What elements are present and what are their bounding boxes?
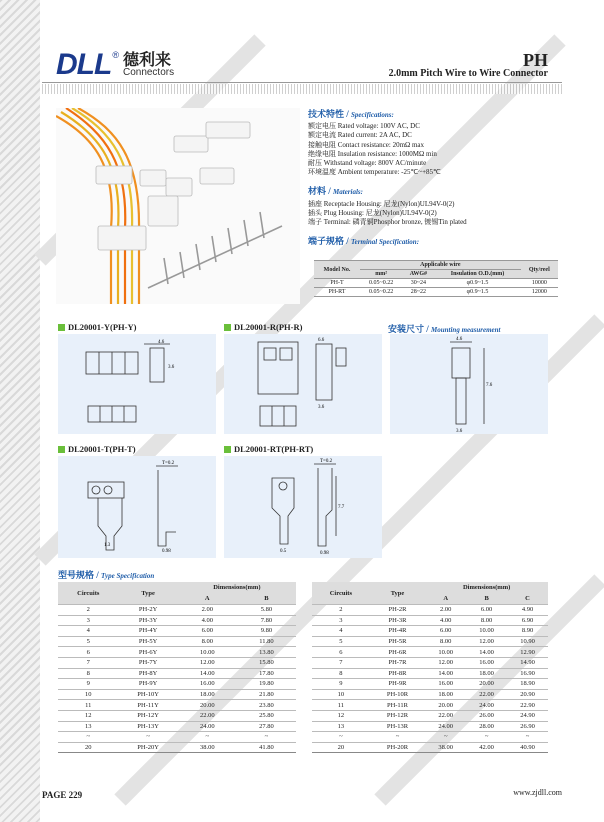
table-cell: 18.90 xyxy=(507,679,548,690)
table-cell: PH-3R xyxy=(370,615,426,626)
table-cell: 6.90 xyxy=(507,615,548,626)
table-row xyxy=(312,700,548,711)
table-cell: ~ xyxy=(507,732,548,743)
table-cell: 2.00 xyxy=(178,605,237,616)
table-cell: PH-5Y xyxy=(119,636,178,647)
col-header: Dimensions(mm) xyxy=(178,582,296,593)
table-row xyxy=(312,710,548,721)
svg-text:4.6: 4.6 xyxy=(158,340,165,345)
table-cell: PH-2R xyxy=(370,605,426,616)
table-cell: ~ xyxy=(370,732,426,743)
terminal-spec-table xyxy=(314,260,558,297)
table-cell: 24.90 xyxy=(507,710,548,721)
svg-text:0.98: 0.98 xyxy=(320,551,329,556)
table-cell: 25.80 xyxy=(237,710,296,721)
table-row xyxy=(312,732,548,743)
table-cell: PH-12R xyxy=(370,710,426,721)
table-cell: 2.00 xyxy=(425,605,466,616)
table-cell: ~ xyxy=(237,732,296,743)
table-row xyxy=(58,689,296,700)
header-divider xyxy=(42,82,562,83)
table-cell: 11.80 xyxy=(237,636,296,647)
table-row xyxy=(58,742,296,753)
table-cell: 23.80 xyxy=(237,700,296,711)
table-cell: 10.00 xyxy=(425,647,466,658)
table-cell: ~ xyxy=(119,732,178,743)
table-cell: 6 xyxy=(58,647,119,658)
table-row xyxy=(58,626,296,637)
table-cell: PH-8R xyxy=(370,668,426,679)
logo-chinese: 德利来 xyxy=(122,50,171,69)
svg-text:4.6: 4.6 xyxy=(456,337,463,342)
table-cell: 20.00 xyxy=(425,700,466,711)
svg-text:T=0.2: T=0.2 xyxy=(320,459,333,464)
table-cell: PH-13Y xyxy=(119,721,178,732)
green-square-icon xyxy=(58,324,65,331)
table-cell: PH-10Y xyxy=(119,689,178,700)
table-cell: 22.00 xyxy=(425,710,466,721)
table-row xyxy=(58,647,296,658)
table-cell: 4.00 xyxy=(178,615,237,626)
table-row xyxy=(312,721,548,732)
table-row xyxy=(312,636,548,647)
col-header: mm² xyxy=(360,270,402,279)
table-cell: 8.00 xyxy=(178,636,237,647)
table-cell: 10 xyxy=(312,689,370,700)
table-cell: PH-9R xyxy=(370,679,426,690)
table-cell: 26.90 xyxy=(507,721,548,732)
table-cell: 17.80 xyxy=(237,668,296,679)
table-cell: 38.00 xyxy=(178,742,237,753)
table-cell: ~ xyxy=(178,732,237,743)
registered-mark: ® xyxy=(112,50,119,60)
table-cell: 20.00 xyxy=(178,700,237,711)
svg-text:7.7: 7.7 xyxy=(338,505,345,510)
table-row xyxy=(58,700,296,711)
figure-label-y: DL20001-Y(PH-Y) xyxy=(58,322,136,332)
decorative-sidebar xyxy=(0,0,40,822)
header-dotted-strip xyxy=(42,84,562,94)
table-cell: 7 xyxy=(58,657,119,668)
table-cell: 20 xyxy=(58,742,119,753)
page-number: PAGE 229 xyxy=(42,790,83,800)
table-cell: 6 xyxy=(312,647,370,658)
table-cell: 16.90 xyxy=(507,668,548,679)
table-cell: 13 xyxy=(58,721,119,732)
col-header: A xyxy=(425,593,466,605)
table-cell: PH-6R xyxy=(370,647,426,658)
spec-line: 环境温度 Ambient temperature: -25℃~+85℃ xyxy=(308,168,441,177)
table-cell: 24.00 xyxy=(425,721,466,732)
table-cell: 2 xyxy=(312,605,370,616)
table-row xyxy=(312,742,548,753)
terminal-spec-heading: 端子规格 / Terminal Specification: xyxy=(308,236,420,247)
spec-line: 接触电阻 Contact resistance: 20mΩ max xyxy=(308,140,425,149)
table-cell: 27.80 xyxy=(237,721,296,732)
table-cell: 12.90 xyxy=(507,647,548,658)
table-cell: 14.90 xyxy=(507,657,548,668)
table-cell: 13.80 xyxy=(237,647,296,658)
table-cell: PH-10R xyxy=(370,689,426,700)
table-cell: 5.80 xyxy=(237,605,296,616)
table-cell: 3 xyxy=(58,615,119,626)
table-cell: ~ xyxy=(312,732,370,743)
svg-text:0.5: 0.5 xyxy=(280,549,287,554)
table-cell: PH-7Y xyxy=(119,657,178,668)
type-spec-rows-r xyxy=(312,605,548,753)
table-cell: 14.00 xyxy=(178,668,237,679)
drawing-ph-rt xyxy=(224,456,382,558)
table-cell: 6.00 xyxy=(466,605,507,616)
type-spec-rows-y xyxy=(58,605,296,753)
table-row xyxy=(58,668,296,679)
table-cell: 12.00 xyxy=(466,636,507,647)
table-row xyxy=(312,668,548,679)
table-cell: 2 xyxy=(58,605,119,616)
type-spec-table-y xyxy=(58,582,296,753)
svg-text:3.6: 3.6 xyxy=(318,405,325,410)
brand-logo xyxy=(56,48,174,82)
logo-english: Connectors xyxy=(122,67,175,78)
table-row xyxy=(58,679,296,690)
col-header: Applicable wire xyxy=(360,261,521,270)
spec-line: 耐压 Withstand voltage: 800V AC/minute xyxy=(308,159,427,168)
table-row xyxy=(58,710,296,721)
table-row xyxy=(58,721,296,732)
table-cell: 24.00 xyxy=(178,721,237,732)
table-cell: 13 xyxy=(312,721,370,732)
table-row xyxy=(312,605,548,616)
table-row xyxy=(312,689,548,700)
table-cell: 11 xyxy=(58,700,119,711)
table-cell: 20.90 xyxy=(507,689,548,700)
specifications-heading: 技术特性 / Specifications: xyxy=(308,109,394,119)
table-cell: 8.00 xyxy=(466,615,507,626)
table-cell: 4.90 xyxy=(507,605,548,616)
table-cell: ~ xyxy=(466,732,507,743)
table-cell: 7 xyxy=(312,657,370,668)
table-cell: 3 xyxy=(312,615,370,626)
table-cell: 22.00 xyxy=(466,689,507,700)
col-header: Type xyxy=(119,582,178,605)
table-cell: ~ xyxy=(58,732,119,743)
type-spec-table-r xyxy=(312,582,548,753)
table-cell: 20.00 xyxy=(466,679,507,690)
table-cell: 41.80 xyxy=(237,742,296,753)
table-cell: 24.00 xyxy=(466,700,507,711)
table-cell: 14.00 xyxy=(466,647,507,658)
table-cell: 11 xyxy=(312,700,370,711)
table-cell: PH-20R xyxy=(370,742,426,753)
table-cell: 16.00 xyxy=(425,679,466,690)
table-cell: PH-12Y xyxy=(119,710,178,721)
table-cell: 9 xyxy=(312,679,370,690)
table-cell: 5 xyxy=(58,636,119,647)
table-row xyxy=(58,657,296,668)
table-cell: 22.00 xyxy=(178,710,237,721)
table-row xyxy=(58,605,296,616)
table-cell: 38.00 xyxy=(425,742,466,753)
table-cell: PH-5R xyxy=(370,636,426,647)
table-cell: PH-13R xyxy=(370,721,426,732)
table-cell: 6.00 xyxy=(178,626,237,637)
material-line: 端子 Terminal: 磷青铜Phosphor bronze, 镀锡Tin plated xyxy=(308,218,467,227)
spec-line: 额定电压 Rated voltage: 100V AC, DC xyxy=(308,122,420,131)
figure-label-rt: DL20001-RT(PH-RT) xyxy=(224,444,313,454)
table-cell: PH-6Y xyxy=(119,647,178,658)
table-cell: 26.00 xyxy=(466,710,507,721)
table-cell: 16.00 xyxy=(178,679,237,690)
table-row: PH-T 0.05~0.22 30~24 φ0.9~1.5 10000 xyxy=(314,279,558,288)
table-cell: PH-2Y xyxy=(119,605,178,616)
table-cell: 8.90 xyxy=(507,626,548,637)
table-cell: 10.90 xyxy=(507,636,548,647)
table-cell: 28.00 xyxy=(466,721,507,732)
table-cell: 18.00 xyxy=(178,689,237,700)
drawing-ph-y xyxy=(58,334,216,434)
wire-harness xyxy=(56,108,139,304)
table-cell: 21.80 xyxy=(237,689,296,700)
green-square-icon xyxy=(224,324,231,331)
table-cell: 12.00 xyxy=(178,657,237,668)
table-cell: PH-20Y xyxy=(119,742,178,753)
table-cell: 8 xyxy=(58,668,119,679)
svg-text:3.6: 3.6 xyxy=(168,365,175,370)
table-cell: PH-8Y xyxy=(119,668,178,679)
logo-mark: DLL xyxy=(56,48,112,81)
table-row xyxy=(312,615,548,626)
figure-label-t: DL20001-T(PH-T) xyxy=(58,444,136,454)
col-header: Dimensions(mm) xyxy=(425,582,548,593)
table-cell: PH-3Y xyxy=(119,615,178,626)
green-square-icon xyxy=(58,446,65,453)
table-cell: 9.80 xyxy=(237,626,296,637)
col-header: C xyxy=(507,593,548,605)
table-row xyxy=(312,657,548,668)
svg-text:7.6: 7.6 xyxy=(486,383,493,388)
table-cell: PH-4Y xyxy=(119,626,178,637)
table-cell: 40.90 xyxy=(507,742,548,753)
table-row xyxy=(58,615,296,626)
table-row xyxy=(312,626,548,637)
col-header: A xyxy=(178,593,237,605)
table-cell: 14.00 xyxy=(425,668,466,679)
col-header: B xyxy=(466,593,507,605)
table-cell: 18.00 xyxy=(425,689,466,700)
specifications-section xyxy=(308,110,560,249)
col-header: Insulation O.D.(mm) xyxy=(434,270,520,279)
table-cell: 4 xyxy=(312,626,370,637)
table-cell: 12 xyxy=(312,710,370,721)
table-cell: 22.90 xyxy=(507,700,548,711)
green-square-icon xyxy=(224,446,231,453)
table-cell: 20 xyxy=(312,742,370,753)
table-cell: PH-11R xyxy=(370,700,426,711)
col-header: Circuits xyxy=(312,582,370,605)
material-line: 插座 Receptacle Housing: 尼龙(Nylon)UL94V-0(2) xyxy=(308,199,455,208)
spec-line: 额定电流 Rated current: 2A AC, DC xyxy=(308,131,412,140)
spec-line: 绝缘电阻 Insulation resistance: 1000MΩ min xyxy=(308,149,437,158)
svg-text:T=0.2: T=0.2 xyxy=(162,461,175,466)
materials-heading: 材料 / Materials: xyxy=(308,186,363,197)
table-cell: 7.80 xyxy=(237,615,296,626)
col-header: AWG# xyxy=(402,270,434,279)
table-cell: 12 xyxy=(58,710,119,721)
svg-text:3.6: 3.6 xyxy=(456,429,463,434)
svg-text:0.98: 0.98 xyxy=(162,549,171,554)
table-cell: 10.00 xyxy=(466,626,507,637)
table-cell: 19.80 xyxy=(237,679,296,690)
table-cell: PH-11Y xyxy=(119,700,178,711)
table-cell: PH-9Y xyxy=(119,679,178,690)
table-cell: 4.00 xyxy=(425,615,466,626)
table-cell: 42.00 xyxy=(466,742,507,753)
col-header: Circuits xyxy=(58,582,119,605)
table-row xyxy=(312,647,548,658)
type-spec-heading: 型号规格 / Type Specification xyxy=(58,570,155,580)
page-title: PH xyxy=(523,50,548,70)
table-cell: 18.00 xyxy=(466,668,507,679)
svg-text:1.3: 1.3 xyxy=(104,543,111,548)
table-cell: 12.00 xyxy=(425,657,466,668)
col-header: Qty/reel xyxy=(521,261,558,279)
table-cell: 15.80 xyxy=(237,657,296,668)
page-subtitle: 2.0mm Pitch Wire to Wire Connector xyxy=(388,68,548,79)
product-photo xyxy=(56,108,300,304)
col-header: Model No. xyxy=(314,261,360,279)
table-cell: ~ xyxy=(425,732,466,743)
table-cell: 16.00 xyxy=(466,657,507,668)
table-cell: 9 xyxy=(58,679,119,690)
drawing-ph-t xyxy=(58,456,216,558)
drawing-ph-r xyxy=(224,334,382,434)
table-cell: 4 xyxy=(58,626,119,637)
table-cell: PH-4R xyxy=(370,626,426,637)
table-row xyxy=(58,636,296,647)
table-cell: 8 xyxy=(312,668,370,679)
table-cell: 10 xyxy=(58,689,119,700)
drawing-mounting xyxy=(390,334,548,434)
table-cell: 10.00 xyxy=(178,647,237,658)
material-line: 插头 Plug Housing: 尼龙(Nylon)UL94V-0(2) xyxy=(308,208,437,217)
table-cell: 6.00 xyxy=(425,626,466,637)
table-cell: PH-7R xyxy=(370,657,426,668)
mounting-measurement-label: 安装尺寸 / Mounting measurement xyxy=(388,324,501,334)
svg-text:6.6: 6.6 xyxy=(318,338,325,343)
table-row: PH-RT 0.05~0.22 28~22 φ0.9~1.5 12000 xyxy=(314,288,558,297)
figure-label-r: DL20001-R(PH-R) xyxy=(224,322,302,332)
website-url: www.zjdll.com xyxy=(513,788,562,797)
col-header: B xyxy=(237,593,296,605)
table-row xyxy=(58,732,296,743)
table-cell: 8.00 xyxy=(425,636,466,647)
table-cell: 5 xyxy=(312,636,370,647)
col-header: Type xyxy=(370,582,426,605)
table-row xyxy=(312,679,548,690)
